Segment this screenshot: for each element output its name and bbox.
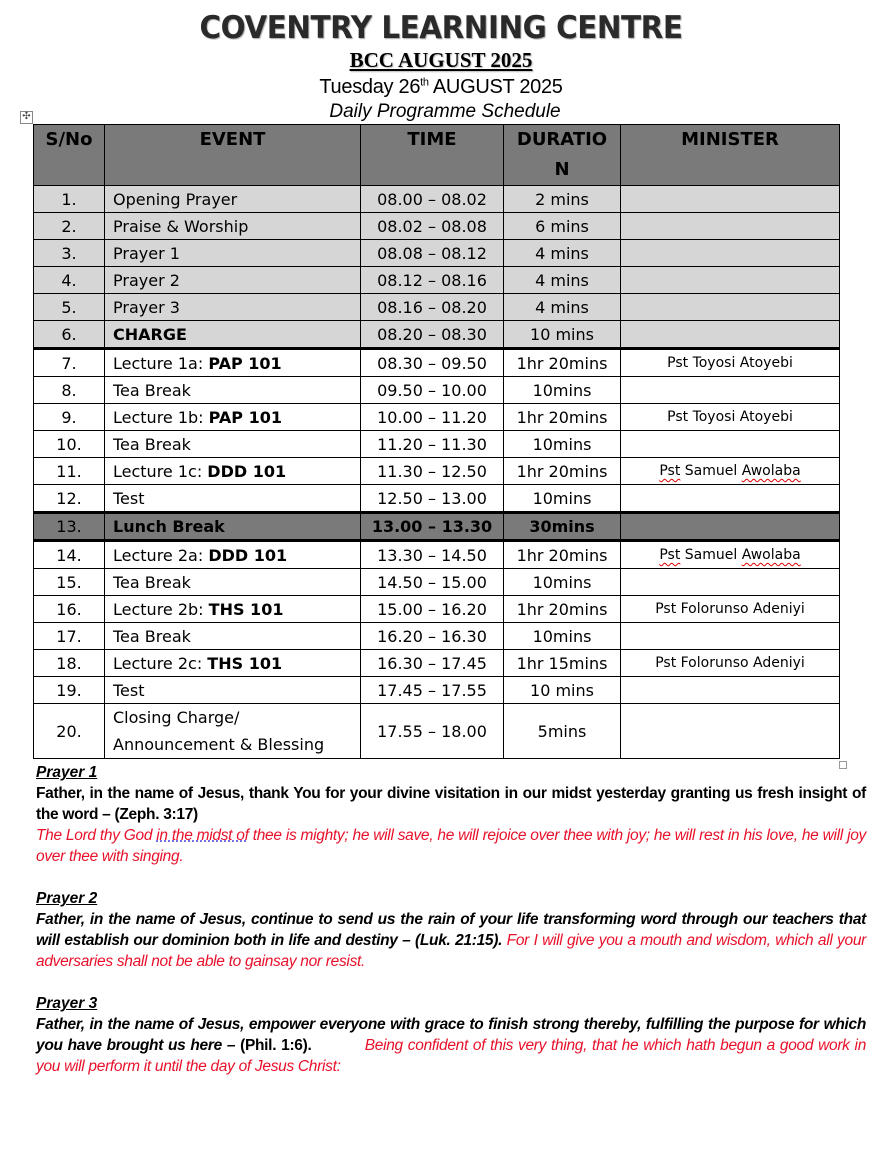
row-event: Test: [105, 485, 361, 513]
row-duration: 1hr 20mins: [504, 541, 621, 569]
row-duration: 5mins: [504, 704, 621, 759]
prayer-text: Father, in the name of Jesus, thank You for your divine visitation in our midst yesterday granting us fresh insight of the word – (Zeph. 3:17): [36, 785, 866, 823]
row-time: 12.50 – 13.00: [361, 485, 504, 513]
row-minister: [621, 623, 840, 650]
row-event: Tea Break: [105, 377, 361, 404]
row-time: 08.12 – 08.16: [361, 267, 504, 294]
row-minister: [621, 294, 840, 321]
table-row: [34, 213, 840, 240]
event-subtitle: [0, 48, 882, 73]
table-row: [34, 404, 840, 431]
row-number: 13.: [34, 513, 105, 541]
row-number: 4.: [34, 267, 105, 294]
prayer-reference: (Phil. 1:6).: [240, 1037, 312, 1054]
table-row: [34, 186, 840, 213]
row-minister: [621, 431, 840, 458]
table-row: [34, 458, 840, 485]
row-duration: 4 mins: [504, 294, 621, 321]
row-minister: [621, 704, 840, 759]
row-duration: 30mins: [504, 513, 621, 541]
row-minister: Pst Folorunso Adeniyi: [621, 596, 840, 623]
col-header-sno: S/No: [34, 125, 105, 186]
table-row: [34, 596, 840, 623]
row-duration: 10mins: [504, 623, 621, 650]
date-ordinal: th: [420, 76, 429, 89]
row-event: Praise & Worship: [105, 213, 361, 240]
col-header-minister: MINISTER: [621, 125, 840, 186]
row-duration: 1hr 20mins: [504, 404, 621, 431]
prayer-verse: The Lord thy God in the midst of thee is mighty; he will save, he will rejoice over thee with joy; he will rest in his love, he will joy over thee with singing.: [36, 827, 866, 865]
row-duration: 4 mins: [504, 267, 621, 294]
table-row: [34, 431, 840, 458]
row-number: 20.: [34, 704, 105, 759]
row-duration: 10mins: [504, 377, 621, 404]
row-duration: 6 mins: [504, 213, 621, 240]
row-number: 3.: [34, 240, 105, 267]
table-row: [34, 704, 840, 759]
table-row: [34, 569, 840, 596]
row-time: 13.30 – 14.50: [361, 541, 504, 569]
row-event: Lecture 2c: THS 101: [105, 650, 361, 677]
row-duration: 1hr 15mins: [504, 650, 621, 677]
row-event: Lecture 2a: DDD 101: [105, 541, 361, 569]
row-event: Tea Break: [105, 431, 361, 458]
prayer-heading: Prayer 3: [36, 995, 98, 1012]
row-event: Prayer 3: [105, 294, 361, 321]
row-time: 16.30 – 17.45: [361, 650, 504, 677]
row-number: 11.: [34, 458, 105, 485]
row-event: Prayer 1: [105, 240, 361, 267]
table-row: [34, 677, 840, 704]
prayer-text: Father, in the name of Jesus, empower everyone with grace to finish strong thereby, fulfilling the purpose for which you have brought us here –: [36, 1016, 866, 1054]
row-number: 15.: [34, 569, 105, 596]
table-row: [34, 240, 840, 267]
row-time: 15.00 – 16.20: [361, 596, 504, 623]
row-minister: Pst Samuel Awolaba: [621, 541, 840, 569]
table-row: [34, 541, 840, 569]
row-minister: Pst Toyosi Atoyebi: [621, 404, 840, 431]
row-number: 5.: [34, 294, 105, 321]
row-time: 17.45 – 17.55: [361, 677, 504, 704]
table-row-lunch: [34, 513, 840, 541]
row-number: 18.: [34, 650, 105, 677]
row-time: 08.08 – 08.12: [361, 240, 504, 267]
date-day: Tuesday 26: [319, 76, 421, 98]
row-time: 08.20 – 08.30: [361, 321, 504, 349]
row-event: Lecture 1c: DDD 101: [105, 458, 361, 485]
row-time: 13.00 – 13.30: [361, 513, 504, 541]
row-event: Lecture 1a: PAP 101: [105, 349, 361, 377]
row-duration: 10 mins: [504, 677, 621, 704]
prayer-3: [36, 993, 866, 1077]
row-minister: [621, 240, 840, 267]
row-minister: Pst Toyosi Atoyebi: [621, 349, 840, 377]
row-number: 14.: [34, 541, 105, 569]
table-row: [34, 623, 840, 650]
table-row: [34, 650, 840, 677]
row-minister: [621, 321, 840, 349]
row-number: 2.: [34, 213, 105, 240]
row-event: Tea Break: [105, 569, 361, 596]
event-subtitle-text: BCC AUGUST 2025: [349, 48, 533, 72]
row-minister: [621, 377, 840, 404]
prayer-text: Father, in the name of Jesus, continue to send us the rain of your life transforming word through our teachers that will establish our dominion both in life and destiny – (Luk. 21:15).: [36, 911, 866, 949]
row-event: Opening Prayer: [105, 186, 361, 213]
row-minister: Pst Samuel Awolaba: [621, 458, 840, 485]
row-duration: 1hr 20mins: [504, 458, 621, 485]
row-event: Prayer 2: [105, 267, 361, 294]
row-event: Test: [105, 677, 361, 704]
schedule-table: [33, 124, 840, 759]
row-time: 08.16 – 08.20: [361, 294, 504, 321]
row-duration: 10 mins: [504, 321, 621, 349]
row-time: 11.30 – 12.50: [361, 458, 504, 485]
row-duration: 10mins: [504, 431, 621, 458]
table-row: [34, 267, 840, 294]
row-time: 09.50 – 10.00: [361, 377, 504, 404]
prayer-verse: Being confident of this very thing, that he which hath begun a good work in you will perform it until the day of Jesus Christ:: [36, 1037, 867, 1075]
col-header-duration: DURATIO N: [504, 125, 621, 186]
table-row: [34, 485, 840, 513]
row-minister: Pst Folorunso Adeniyi: [621, 650, 840, 677]
row-number: 10.: [34, 431, 105, 458]
table-move-handle-icon[interactable]: ✣: [20, 111, 33, 124]
row-event: Closing Charge/ Announcement & Blessing: [105, 704, 361, 759]
row-minister: [621, 485, 840, 513]
row-duration: 10mins: [504, 569, 621, 596]
date-month-year: AUGUST 2025: [428, 76, 563, 98]
row-duration: 1hr 20mins: [504, 596, 621, 623]
prayer-heading: Prayer 1: [36, 764, 98, 781]
row-event: Lecture 1b: PAP 101: [105, 404, 361, 431]
row-number: 12.: [34, 485, 105, 513]
row-duration: 4 mins: [504, 240, 621, 267]
row-event: Lecture 2b: THS 101: [105, 596, 361, 623]
prayer-verse: For I will give you a mouth and wisdom, which all your adversaries shall not be able to gainsay nor resist.: [36, 932, 867, 970]
row-minister: [621, 569, 840, 596]
row-event: CHARGE: [105, 321, 361, 349]
row-number: 6.: [34, 321, 105, 349]
row-minister: [621, 513, 840, 541]
row-minister: [621, 267, 840, 294]
row-duration: 10mins: [504, 485, 621, 513]
table-row: [34, 294, 840, 321]
row-event: Tea Break: [105, 623, 361, 650]
row-minister: [621, 186, 840, 213]
row-time: 14.50 – 15.00: [361, 569, 504, 596]
schedule-date: [0, 76, 882, 99]
table-header-row: [34, 125, 840, 186]
row-minister: [621, 677, 840, 704]
table-row: [34, 349, 840, 377]
schedule-title: Daily Programme Schedule: [329, 101, 561, 122]
prayers-section: [36, 762, 866, 1098]
row-number: 16.: [34, 596, 105, 623]
org-title: COVENTRY LEARNING CENTRE: [199, 10, 683, 46]
row-time: 08.00 – 08.02: [361, 186, 504, 213]
row-duration: 1hr 20mins: [504, 349, 621, 377]
col-header-event: EVENT: [105, 125, 361, 186]
row-number: 1.: [34, 186, 105, 213]
row-duration: 2 mins: [504, 186, 621, 213]
row-time: 10.00 – 11.20: [361, 404, 504, 431]
row-number: 17.: [34, 623, 105, 650]
prayer-1: [36, 762, 866, 867]
row-time: 17.55 – 18.00: [361, 704, 504, 759]
row-number: 19.: [34, 677, 105, 704]
row-time: 08.30 – 09.50: [361, 349, 504, 377]
row-event: Lunch Break: [105, 513, 361, 541]
row-number: 7.: [34, 349, 105, 377]
row-time: 16.20 – 16.30: [361, 623, 504, 650]
row-time: 11.20 – 11.30: [361, 431, 504, 458]
row-minister: [621, 213, 840, 240]
row-time: 08.02 – 08.08: [361, 213, 504, 240]
table-row: [34, 377, 840, 404]
row-number: 8.: [34, 377, 105, 404]
col-header-time: TIME: [361, 125, 504, 186]
table-row: [34, 321, 840, 349]
row-number: 9.: [34, 404, 105, 431]
prayer-heading: Prayer 2: [36, 890, 98, 907]
prayer-2: [36, 888, 866, 972]
